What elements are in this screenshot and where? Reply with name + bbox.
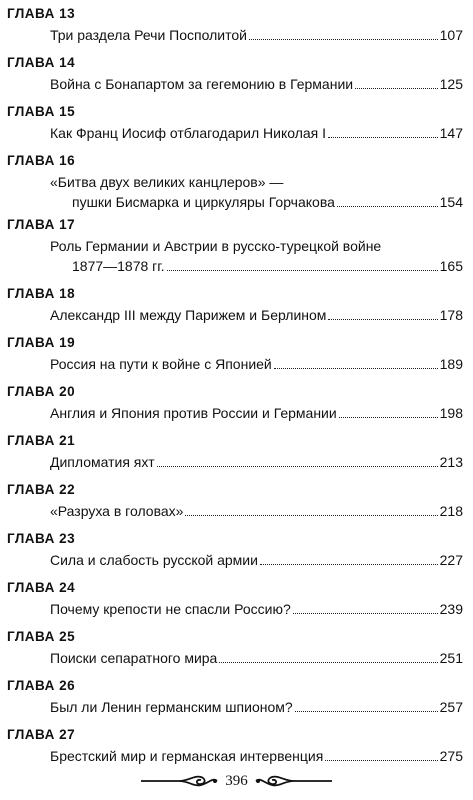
chapter-page-number: 213 <box>439 454 463 470</box>
dot-leader <box>293 599 438 614</box>
dot-leader <box>157 452 438 467</box>
chapter-title: Брестский мир и германская интервенция <box>50 748 324 764</box>
chapter-label: ГЛАВА 24 <box>7 580 76 595</box>
chapter-title: Сила и слабость русской армии <box>50 552 258 568</box>
chapter-title: Россия на пути к войне с Японией <box>50 356 272 372</box>
chapter-page-number: 165 <box>439 258 463 274</box>
dot-leader <box>325 746 437 761</box>
chapter-label: ГЛАВА 13 <box>7 6 76 21</box>
chapter-title: Александр III между Парижем и Берлином <box>50 307 327 323</box>
chapter-label: ГЛАВА 25 <box>7 629 76 644</box>
chapter-label: ГЛАВА 23 <box>7 531 76 546</box>
chapter-page-number: 125 <box>439 76 463 92</box>
chapter-page-number: 251 <box>439 650 463 666</box>
chapter-label: ГЛАВА 18 <box>7 286 76 301</box>
chapter-label: ГЛАВА 19 <box>7 335 76 350</box>
chapter-page-number: 239 <box>439 601 463 617</box>
chapter-title: 1877—1878 гг. <box>72 258 165 274</box>
chapter-page-number: 198 <box>439 405 463 421</box>
chapter-label: ГЛАВА 14 <box>7 55 76 70</box>
chapter-title: Поиски сепаратного мира <box>50 650 218 666</box>
chapter-page-number: 218 <box>439 503 463 519</box>
chapter-title: пушки Бисмарка и циркуляры Горчакова <box>72 194 335 210</box>
chapter-page-number: 189 <box>439 356 463 372</box>
right-ornament-icon <box>254 771 334 791</box>
chapter-label: ГЛАВА 16 <box>7 153 76 168</box>
chapter-label: ГЛАВА 27 <box>7 727 76 742</box>
dot-leader <box>219 648 437 663</box>
chapter-label: ГЛАВА 20 <box>7 384 76 399</box>
chapter-label: ГЛАВА 22 <box>7 482 76 497</box>
dot-leader <box>328 123 438 138</box>
page-number: 396 <box>225 772 248 789</box>
chapter-title: «Битва двух великих канцлеров» — <box>50 174 284 190</box>
chapter-title: Англия и Япония против России и Германии <box>50 405 337 421</box>
dot-leader <box>260 550 438 565</box>
dot-leader <box>274 354 438 369</box>
left-ornament-icon <box>139 771 219 791</box>
chapter-page-number: 275 <box>439 748 463 764</box>
chapter-title: Был ли Ленин германским шпионом? <box>50 699 293 715</box>
page-footer <box>0 766 473 796</box>
chapter-label: ГЛАВА 15 <box>7 104 76 119</box>
dot-leader <box>249 25 438 40</box>
chapter-page-number: 107 <box>439 27 463 43</box>
dot-leader <box>328 305 437 320</box>
dot-leader <box>337 192 438 207</box>
chapter-page-number: 257 <box>439 699 463 715</box>
chapter-page-number: 147 <box>439 125 463 141</box>
dot-leader <box>295 697 438 712</box>
chapter-page-number: 178 <box>439 307 463 323</box>
chapter-title: Почему крепости не спасли Россию? <box>50 601 291 617</box>
chapter-page-number: 227 <box>439 552 463 568</box>
chapter-title: Роль Германии и Австрии в русско-турецкой войне <box>50 238 382 254</box>
chapter-label: ГЛАВА 21 <box>7 433 76 448</box>
dot-leader <box>355 74 438 89</box>
chapter-label: ГЛАВА 17 <box>7 217 76 232</box>
chapter-title: Дипломатия яхт <box>50 454 155 470</box>
dot-leader <box>339 403 438 418</box>
chapter-title: Война с Бонапартом за гегемонию в Германии <box>50 76 354 92</box>
dot-leader <box>185 501 437 516</box>
dot-leader <box>167 256 438 271</box>
chapter-title: Как Франц Иосиф отблагодарил Николая I <box>50 125 327 141</box>
chapter-title: «Разруха в головах» <box>50 503 184 519</box>
chapter-title: Три раздела Речи Посполитой <box>50 27 247 43</box>
chapter-page-number: 154 <box>439 194 463 210</box>
chapter-label: ГЛАВА 26 <box>7 678 76 693</box>
